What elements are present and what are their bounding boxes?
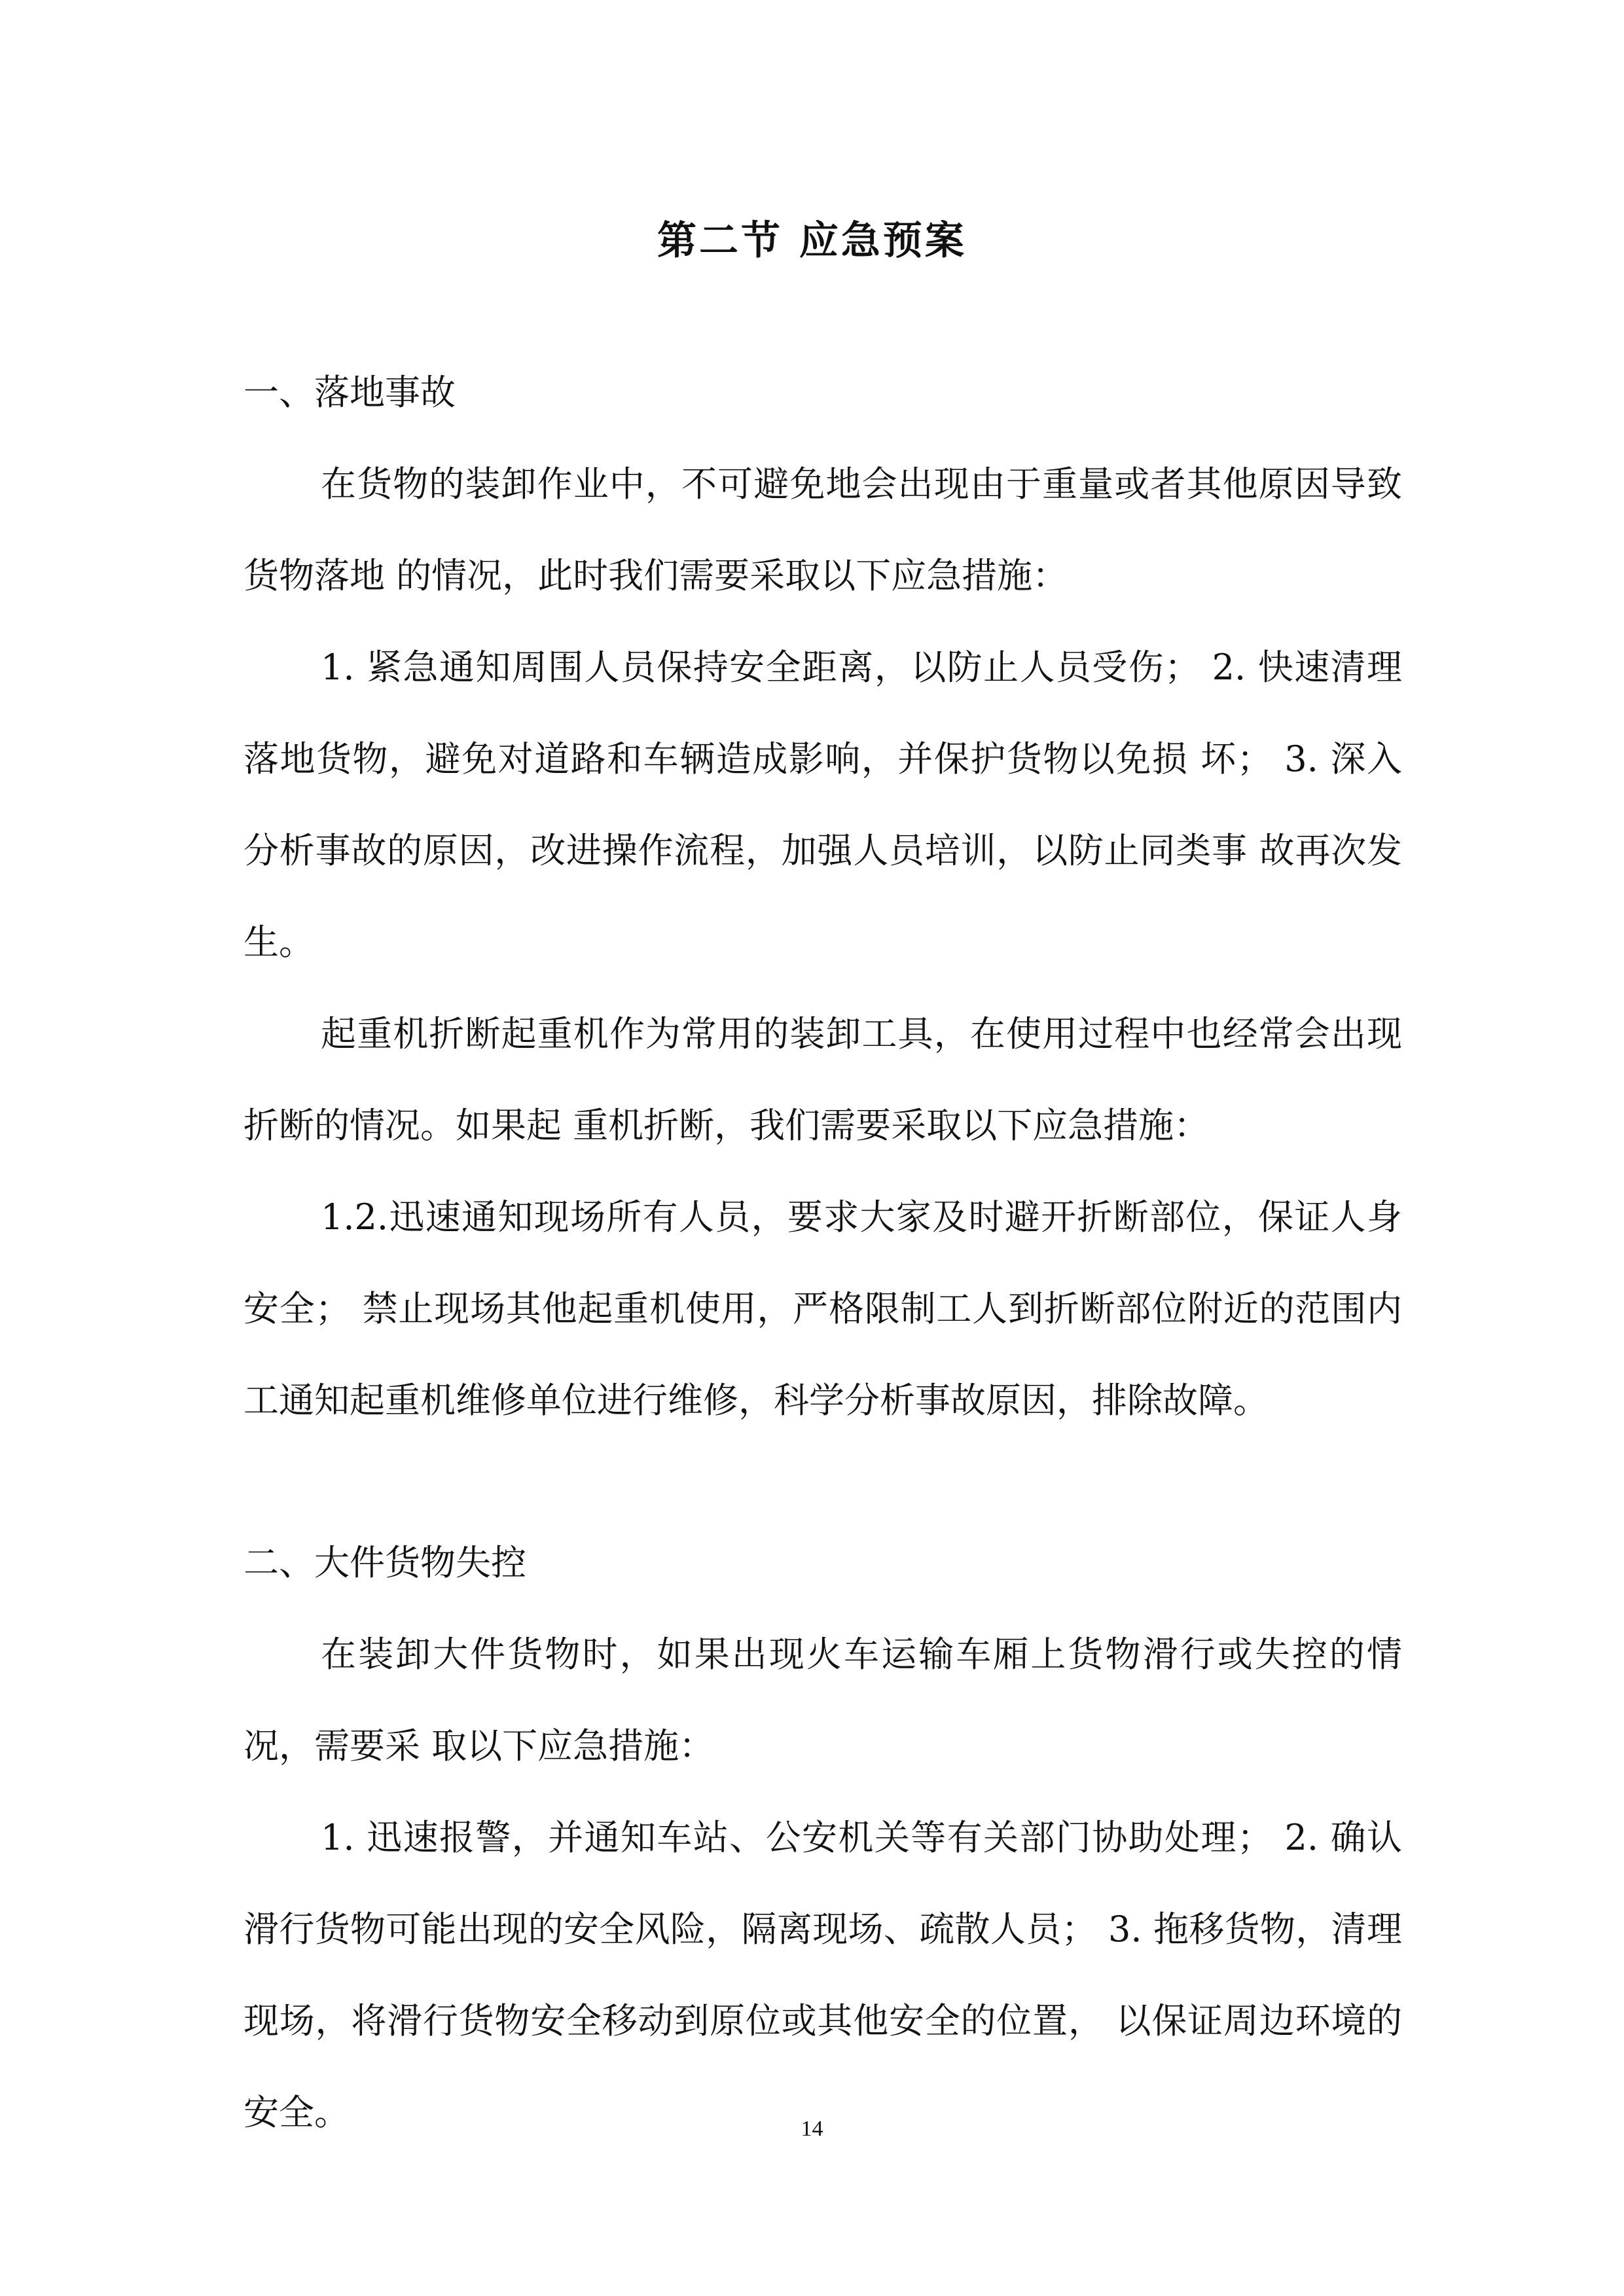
section-heading: 一、落地事故 [244, 372, 456, 413]
paragraph: 1.2.迅速通知现场所有人员，要求大家及时避开折断部位，保证人身安全； 禁止现场其他起重机使用，严格限制工人到折断部位附近的范围内工通知起重机维修单位进行维修，科学分析事故原因，排除故障。 [244, 1196, 1402, 1421]
paragraph: 起重机折断起重机作为常用的装卸工具，在使用过程中也经常会出现折断的情况。如果起 重机折断，我们需要采取以下应急措施： [244, 1013, 1402, 1146]
section-heading: 二、大件货物失控 [244, 1542, 526, 1583]
paragraph: 1. 紧急通知周围人员保持安全距离，以防止人员受伤； 2. 快速清理落地货物，避免对道路和车辆造成影响，并保护货物以免损 坏； 3. 深入分析事故的原因，改进操作流程，加强人员培训，以防止同类事 故再次发生。 [244, 647, 1402, 963]
section-landing-accident [244, 347, 1402, 1446]
page-title: 第二节 应急预案 [657, 218, 967, 264]
paragraph: 在装卸大件货物时，如果出现火车运输车厢上货物滑行或失控的情况，需要采 取以下应急措施： [244, 1634, 1402, 1767]
section-cargo-out-of-control [244, 1517, 1402, 2159]
page-number: 14 [801, 2117, 823, 2141]
paragraph: 1. 迅速报警，并通知车站、公安机关等有关部门协助处理； 2. 确认滑行货物可能出现的安全风险，隔离现场、疏散人员； 3. 拖移货物，清理现场，将滑行货物安全移动到原位或其他安全的位置， 以保证周边环境的安全。 [244, 1817, 1402, 2133]
paragraph: 在货物的装卸作业中，不可避免地会出现由于重量或者其他原因导致货物落地 的情况，此时我们需要采取以下应急措施： [244, 463, 1402, 596]
